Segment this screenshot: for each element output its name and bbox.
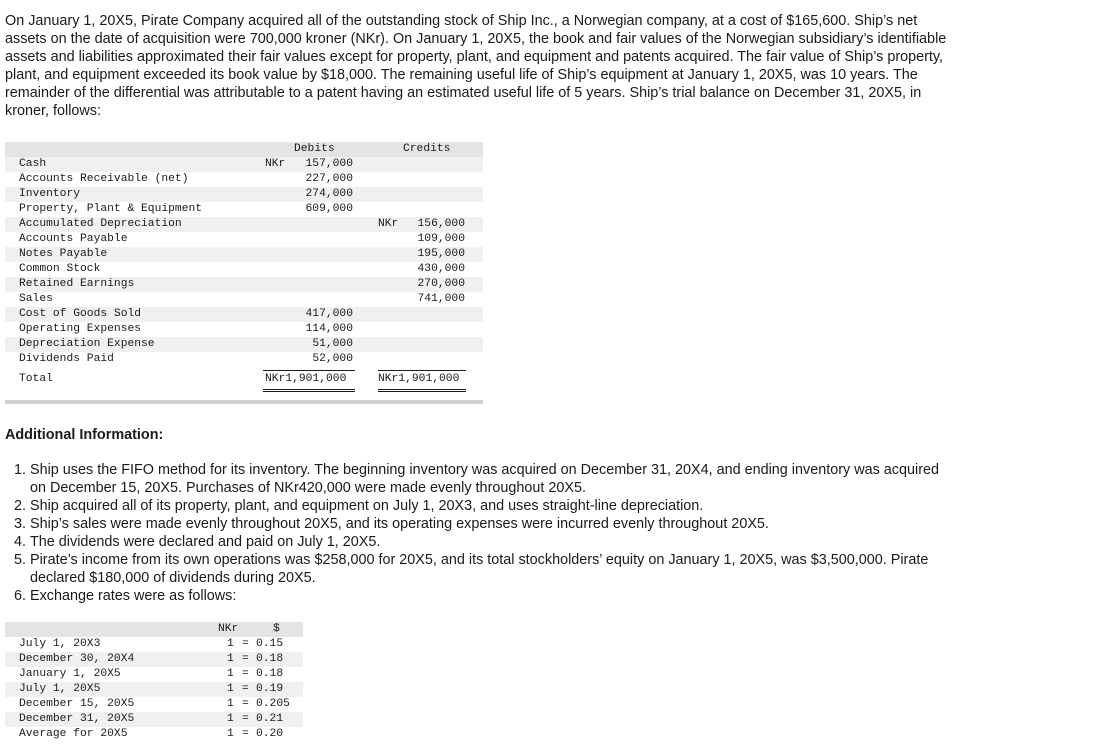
account-label: Dividends Paid <box>19 353 114 365</box>
debit-total-double-rule <box>263 389 355 392</box>
table-row <box>5 172 483 187</box>
credit-amount: 741,000 <box>417 293 465 305</box>
date-label: Average for 20X5 <box>19 728 128 740</box>
debits-header: Debits <box>294 143 335 155</box>
date-label: December 31, 20X5 <box>19 713 135 725</box>
nkr-unit: 1 <box>227 653 234 665</box>
table-row <box>5 337 483 352</box>
trial-balance-table <box>5 142 483 404</box>
nkr-unit: 1 <box>227 683 234 695</box>
table-row <box>5 187 483 202</box>
equals-sign: = <box>242 653 249 665</box>
equals-sign: = <box>242 713 249 725</box>
table-row <box>5 352 483 367</box>
total-label: Total <box>19 373 53 385</box>
credit-amount: 109,000 <box>417 233 465 245</box>
table-row <box>5 727 303 742</box>
usd-rate: 0.18 <box>256 653 284 665</box>
usd-rate: 0.21 <box>256 713 284 725</box>
credit-currency: NKr <box>378 218 399 230</box>
account-label: Common Stock <box>19 263 101 275</box>
usd-rate: 0.15 <box>256 638 284 650</box>
nkr-unit: 1 <box>227 638 234 650</box>
account-label: Sales <box>19 293 53 305</box>
debit-amount: 417,000 <box>305 308 353 320</box>
table-row <box>5 712 303 727</box>
debit-subtotal-rule <box>263 370 355 371</box>
list-item: 1. Ship uses the FIFO method for its inventory. The beginning inventory was acquired on December 31, 20X4, and ending inventory was acquired on December 15, 20X5. Purchases of NKr420,000 were made evenly throughout 20X5. <box>30 461 950 497</box>
credit-amount: 156,000 <box>417 218 465 230</box>
usd-rate: 0.20 <box>256 728 284 740</box>
usd-header: $ <box>273 623 280 635</box>
equals-sign: = <box>242 698 249 710</box>
total-credit: NKr1,901,000 <box>378 373 460 385</box>
additional-info-list <box>5 461 950 605</box>
table-row <box>5 322 483 337</box>
date-label: July 1, 20X5 <box>19 683 101 695</box>
exchange-rate-header <box>5 622 303 637</box>
date-label: July 1, 20X3 <box>19 638 101 650</box>
problem-intro: On January 1, 20X5, Pirate Company acquired all of the outstanding stock of Ship Inc., a Norwegian company, at a cost of $165,600. Ship’s net assets on the date of acquisition were 700,000 kroner (NKr). On January 1, 20X5, the book and fair values of the Norwegian subsidiary’s identifiable assets and liabilities approximated their fair values except for property, plant, and equipment and patents acquired. The fair value of Ship’s property, plant, and equipment exceeded its book value by $18,000. The remaining useful life of Ship’s equipment at January 1, 20X5, was 10 years. The remainder of the differential was attributable to a patent having an estimated useful life of 5 years. Ship’s trial balance on December 31, 20X5, in kroner, follows: <box>5 13 947 119</box>
credit-amount: 270,000 <box>417 278 465 290</box>
debit-amount: 114,000 <box>305 323 353 335</box>
table-row <box>5 292 483 307</box>
debit-amount: 51,000 <box>312 338 353 350</box>
table-row <box>5 682 303 697</box>
debit-amount: 609,000 <box>305 203 353 215</box>
credit-amount: 430,000 <box>417 263 465 275</box>
exchange-rate-table <box>5 622 303 745</box>
account-label: Accounts Receivable (net) <box>19 173 189 185</box>
nkr-unit: 1 <box>227 713 234 725</box>
table-row <box>5 247 483 262</box>
equals-sign: = <box>242 668 249 680</box>
table-row <box>5 277 483 292</box>
table-row <box>5 697 303 712</box>
date-label: January 1, 20X5 <box>19 668 121 680</box>
debit-amount: 227,000 <box>305 173 353 185</box>
account-label: Cost of Goods Sold <box>19 308 142 320</box>
list-item: 4. The dividends were declared and paid on July 1, 20X5. <box>30 533 950 551</box>
list-item: 6. Exchange rates were as follows: <box>30 587 950 605</box>
additional-info-title: Additional Information: <box>5 427 164 443</box>
total-debit: NKr1,901,000 <box>265 373 347 385</box>
date-label: December 15, 20X5 <box>19 698 135 710</box>
credit-amount: 195,000 <box>417 248 465 260</box>
table-row <box>5 202 483 217</box>
debit-currency: NKr <box>265 158 286 170</box>
list-item: 3. Ship’s sales were made evenly throughout 20X5, and its operating expenses were incurred evenly throughout 20X5. <box>30 515 950 533</box>
usd-rate: 0.19 <box>256 683 284 695</box>
list-item: 5. Pirate’s income from its own operations was $258,000 for 20X5, and its total stockholders’ equity on January 1, 20X5, was $3,500,000. Pirate declared $180,000 of dividends during 20X5. <box>30 551 950 587</box>
equals-sign: = <box>242 638 249 650</box>
table-row <box>5 637 303 652</box>
nkr-header: NKr <box>218 623 239 635</box>
debit-amount: 274,000 <box>305 188 353 200</box>
usd-rate: 0.205 <box>256 698 290 710</box>
account-label: Retained Earnings <box>19 278 135 290</box>
equals-sign: = <box>242 683 249 695</box>
credit-total-double-rule <box>378 389 466 392</box>
credits-header: Credits <box>403 143 451 155</box>
list-item: 2. Ship acquired all of its property, plant, and equipment on July 1, 20X3, and uses straight-line depreciation. <box>30 497 950 515</box>
table-row <box>5 262 483 277</box>
account-label: Cash <box>19 158 47 170</box>
trial-balance-bottom-bar <box>5 400 483 404</box>
table-row <box>5 652 303 667</box>
debit-amount: 157,000 <box>305 158 353 170</box>
nkr-unit: 1 <box>227 698 234 710</box>
account-label: Operating Expenses <box>19 323 142 335</box>
table-row <box>5 157 483 172</box>
account-label: Notes Payable <box>19 248 108 260</box>
account-label: Accumulated Depreciation <box>19 218 182 230</box>
date-label: December 30, 20X4 <box>19 653 135 665</box>
usd-rate: 0.18 <box>256 668 284 680</box>
account-label: Inventory <box>19 188 81 200</box>
debit-amount: 52,000 <box>312 353 353 365</box>
trial-balance-header <box>5 142 483 157</box>
credit-subtotal-rule <box>378 370 466 371</box>
nkr-unit: 1 <box>227 668 234 680</box>
equals-sign: = <box>242 728 249 740</box>
account-label: Property, Plant & Equipment <box>19 203 203 215</box>
table-row <box>5 217 483 232</box>
total-row <box>5 372 483 387</box>
account-label: Depreciation Expense <box>19 338 155 350</box>
table-row <box>5 232 483 247</box>
nkr-unit: 1 <box>227 728 234 740</box>
table-row <box>5 307 483 322</box>
account-label: Accounts Payable <box>19 233 128 245</box>
table-row <box>5 667 303 682</box>
